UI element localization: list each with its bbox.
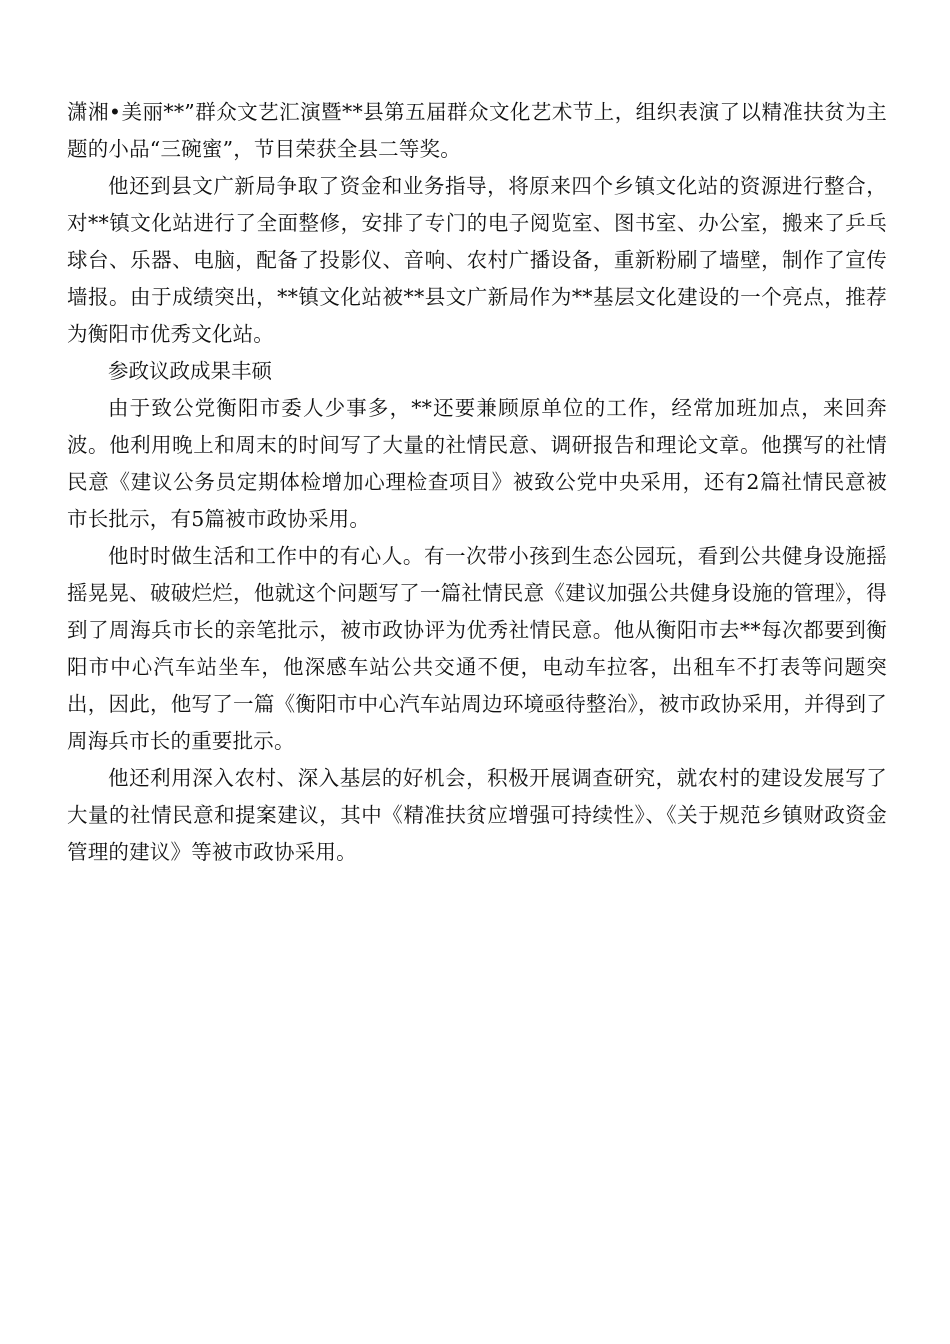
paragraph-rural-research: 他还利用深入农村、深入基层的好机会，积极开展调查研究，就农村的建设发展写了大量的社情民意和提案建议，其中《精准扶贫应增强可持续性》、《关于规范乡镇财政资金管理的建议》等被市政协采用。 [67,766,887,864]
paragraph-continued: 潇湘•美丽**”群众文艺汇演暨**县第五届群众文化艺术节上，组织表演了以精准扶贫为主题的小品“三碗蜜”，节目荣获全县二等奖。 [67,100,887,161]
paragraph-culture-station: 他还到县文广新局争取了资金和业务指导，将原来四个乡镇文化站的资源进行整合，对**镇文化站进行了全面整修，安排了专门的电子阅览室、图书室、办公室，搬来了乒乓球台、乐器、电脑，配备了投影仪、音响、农村广播设备，重新粉刷了墙壁，制作了宣传墙报。由于成绩突出，**镇文化站被**县文广新局作为**基层文化建设的一个亮点，推荐为衡阳市优秀文化站。 [67,174,887,346]
paragraph-political-participation: 由于致公党衡阳市委人少事多，**还要兼顾原单位的工作，经常加班加点，来回奔波。他利用晚上和周末的时间写了大量的社情民意、调研报告和理论文章。他撰写的社情民意《建议公务员定期体检增加心理检查项目》被致公党中央采用，还有2篇社情民意被市长批示，有5篇被市政协采用。 [67,396,887,531]
paragraph-public-facilities: 他时时做生活和工作中的有心人。有一次带小孩到生态公园玩，看到公共健身设施摇摇晃晃、破破烂烂，他就这个问题写了一篇社情民意《建议加强公共健身设施的管理》，得到了周海兵市长的亲笔批示，被市政协评为优秀社情民意。他从衡阳市去**每次都要到衡阳市中心汽车站坐车，他深感车站公共交通不便，电动车拉客，出租车不打表等问题突出，因此，他写了一篇《衡阳市中心汽车站周边环境亟待整治》，被市政协采用，并得到了周海兵市长的重要批示。 [67,544,887,753]
section-heading: 参政议政成果丰硕 [108,359,272,383]
